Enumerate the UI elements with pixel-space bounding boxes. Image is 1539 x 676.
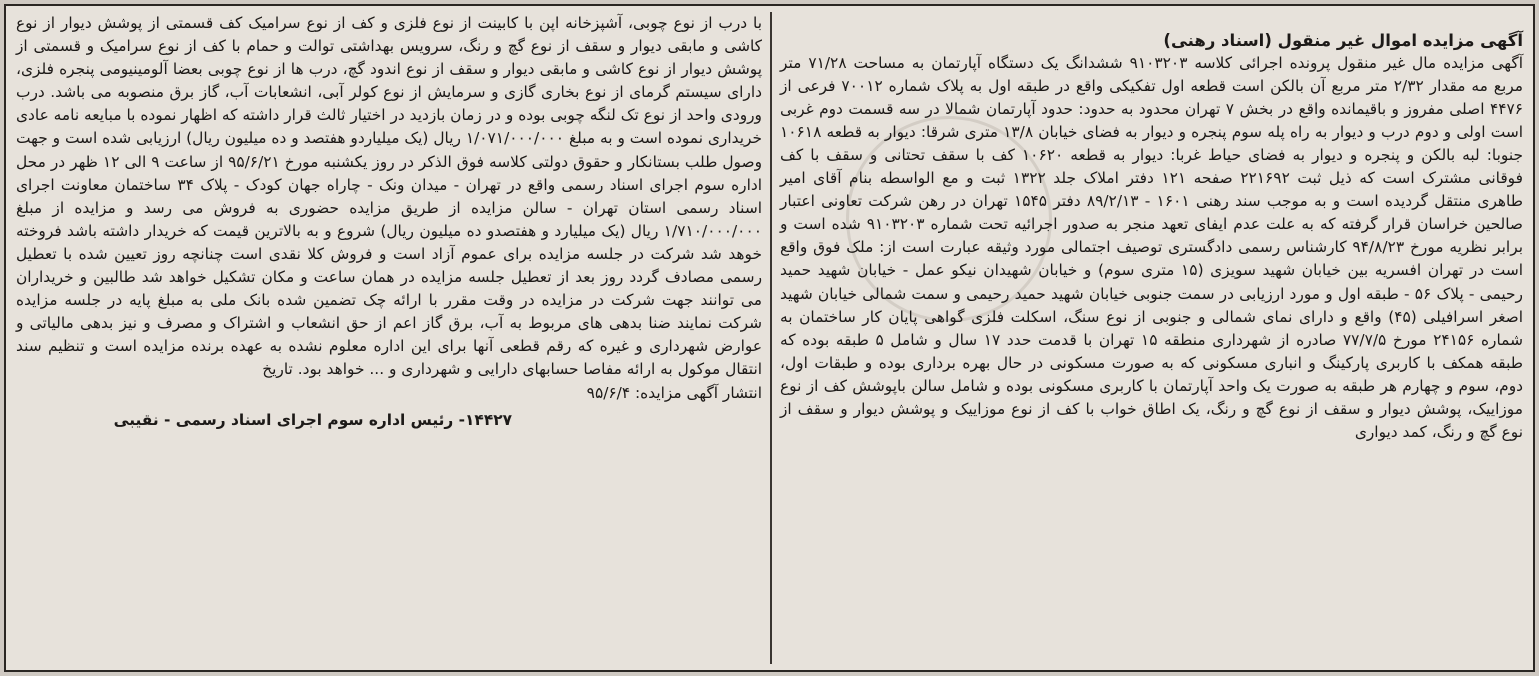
right-column (780, 12, 1523, 664)
notice-body-left: با درب از نوع چوبی، آشپزخانه اپن با کابینت از نوع فلزی و کف از نوع سرامیک کف قسمتی از پوشش دیوار از نوع کاشی و مابقی دیوار و سقف از نوع گچ و رنگ، سرویس بهداشتی توالت و حمام با کف از نوع سرامیک و قسمتی از پوشش دیوار از نوع کاشی و مابقی دیوار و سقف از نوع اندود گچ، درب ها از نوع چوبی بعضا آلومینیومی پنجره فلزی، دارای سیستم گرمای از نوع بخاری گازی و سرمایش از نوع کولر آبی، انشعابات آب، گاز برق منصوبه می باشد. درب ورودی واحد از نوع تک لنگه چوبی بوده و در زمان بازدید در اختیار ثالث قرار داشته که اظهار نموده با مبایعه نامه عادی خریداری نموده است و به مبلغ ۱/۰۷۱/۰۰۰/۰۰۰ ریال (یک میلیاردو هفتصد و ده میلیون ریال) ارزیابی شده است و جهت وصول طلب بستانکار و حقوق دولتی کلاسه فوق الذکر در روز یکشنبه مورخ ۹۵/۶/۲۱ از ساعت ۹ الی ۱۲ ظهر در محل اداره سوم اجرای اسناد رسمی واقع در تهران - میدان ونک - چاراه جهان کودک - پلاک ۳۴ ساختمان معاونت اجرای اسناد رسمی استان تهران - سالن مزایده از طریق مزایده حضوری به فروش می رسد و مزایده از مبلغ ۱/۷۱۰/۰۰۰/۰۰۰ ریال (یک میلیارد و هفتصدو ده میلیون ریال) شروع و به بالاترین قیمت که خریدار داشته باشد فروخته خوهد شد شرکت در جلسه مزایده برای عموم آزاد است و فروش کلا نقدی است چنانچه روز تعیین شده با تعطیل رسمی مصادف گردد روز بعد از تعطیل جلسه مزایده در همان ساعت و مکان تشکیل خواهد شد طالبین و خریداران می توانند جهت شرکت در مزایده در وقت مقرر با ارائه چک تضمین شده بانک ملی به مبلغ پایه در جلسه مزایده شرکت نمایند ضنا بدهی های مربوط به آب، برق گاز اعم از حق انشعاب و اشتراک و مصرف و نیز بدهی مالیاتی و عوارض شهرداری و غیره که رقم قطعی آنها برای این اداره معلوم نشده به عهده برنده مزایده است و تنظیم سند انتقال موکول به ارائه مفاصا حسابهای دارایی و شهرداری و ... خواهد بود. تاریخ (16, 14, 763, 379)
publication-date: انتشار آگهی مزایده: ۹۵/۶/۴ (586, 383, 762, 402)
signature-line: ۱۴۴۲۷- رئیس اداره سوم اجرای اسناد رسمی - نقیبی (113, 410, 512, 429)
notice-body-right: آگهی مزایده مال غیر منقول پرونده اجرائی کلاسه ۹۱۰۳۲۰۳ ششدانگ یک دستگاه آپارتمان به مساحت ۷۱/۲۸ متر مربع مه مقدار ۲/۳۲ متر مربع آن بالکن است قطعه اول تفکیکی واقع در طبقه اول به پلاک شماره ۷۰۰۱۲ فرعی از ۴۴۷۶ اصلی مفروز و باقیمانده واقع در بخش ۷ تهران محدود به حدود: حدود آپارتمان شمالا در سه قسمت دوم غربی است اولی و دوم درب و دیوار به راه پله سوم پنجره و دیوار به فضای خیابان ۱۳/۸ متری شرقا: دیوار به قطعه ۱۰۶۱۸ جنوبا: لبه بالکن و پنجره و دیوار به فضای حیاط غربا: دیوار به قطعه ۱۰۶۲۰ کف با سقف تحتانی و سقف با کف فوقانی مشترک است که ذیل ثبت ۲۲۱۶۹۲ صفحه ۱۲۱ دفتر املاک جلد ۱۳۲۲ ثبت و مع الواسطه بنام آقای امیر طاهری منتقل گردیده است و به موجب سند رهنی ۱۶۰۱ - ۸۹/۲/۱۳ دفتر ۱۵۴۵ تهران در رهن شرکت تعاونی اعتبار صالحین خراسان قرار گرفته که به علت عدم ایفای تعهد منجر به صدور اجرائیه تحت شماره ۹۱۰۳۲۰۳ شده است و برابر نظریه مورخ ۹۴/۸/۲۳ کارشناس رسمی دادگستری توصیف اجتمالی مورد وثیقه عبارت است از: ملک فوق واقع است در تهران افسریه بین خیابان شهید سویزی (۱۵ متری سوم) و خیابان شهیدان نیکو عمل - خیابان شهید حمید رحیمی - پلاک ۵۶ - طبقه اول و مورد ارزیابی در سمت جنوبی خیابان شهید حمید رحیمی و سمت شمالی خیابان شهید اصغر اسرافیلی (۴۵) واقع و دارای نمای شمالی و جنوبی از نوع سنگ، اسکلت فلزی گواهی پایان کار ساختمان به شماره ۲۴۱۵۶ مورخ ۷۷/۷/۵ صادره از شهرداری منطقه ۱۵ تهران با قدمت حدد ۱۷ سال و شامل ۵ طبقه بوده که طبقه همکف با کاربری پارکینگ و انباری مسکونی که به صورت مسکونی در حال بهره برداری بوده و طبقات اول، دوم، سوم و چهارم هر طبقه به صورت یک واحد آپارتمان با کاربری مسکونی بوده و شامل سالن باپوشش کف از نوع موزاییک، پوشش دیوار و سقف از نوع گچ و رنگ، یک اطاق خواب با کف از نوع موزاییک و پوشش دیوار و سقف از نوع گچ و رنگ، کمد دیواری (780, 53, 1524, 442)
column-divider (770, 12, 772, 664)
notice-title: آگهی مزایده اموال غیر منقول (اسناد رهنی) (1163, 30, 1523, 50)
left-column (16, 12, 762, 664)
newspaper-clipping (4, 4, 1535, 672)
